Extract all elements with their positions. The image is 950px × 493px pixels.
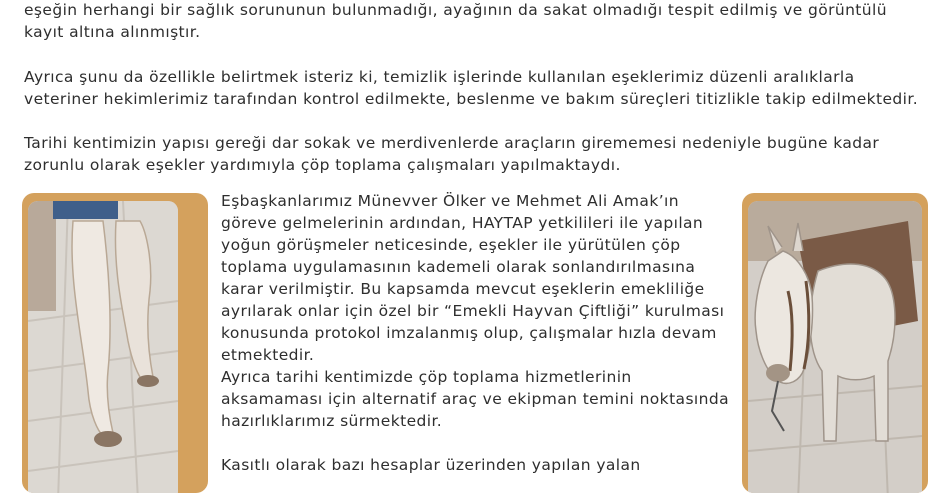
donkey-photo <box>748 201 922 493</box>
paragraph-vet-control: Ayrıca şunu da özellikle belirtmek isteriz ki, temizlik işlerinde kullanılan eşeklerimiz düzenli aralıklarla veteriner hekimlerimiz tarafından kontrol edilmekte, beslenme ve bakım süreçleri titizlikle takip edilmektedir. <box>24 68 919 108</box>
column-protocol-text: Eşbaşkanlarımız Münevver Ölker ve Mehmet Ali Amak’ın göreve gelmelerinin ardından, HAYTAP yetkilileri ile yapılan yoğun görüşmeler neticesinde, eşekler ile yürütülen çöp toplama uygulamasının kademeli olarak sonlandırılmasına karar verilmiştir. Bu kapsamda mevcut eşeklerin emekliliğe ayrılarak onlar için özel bir “Emekli Hayvan Çiftliği” kurulması konusunda protokol imzalanmış olup, çalışmalar hızla devam etmektedir. <box>221 192 725 364</box>
column-equipment-text: Ayrıca tarihi kentimizde çöp toplama hizmetlerinin aksamaması için alternatif araç ve ekipman temini noktasında hazırlıklarımız sürmektedir. <box>221 368 729 430</box>
photo-frame-left <box>22 193 208 493</box>
paragraph-historic-city: Tarihi kentimizin yapısı gereği dar sokak ve merdivenlerde araçların girememesi nedeniyle bugüne kadar zorunlu olarak eşekler yardımıyla çöp toplama çalışmaları yapılmaktaydı. <box>24 134 880 174</box>
donkey-legs-photo <box>28 201 178 493</box>
column-false-claims-text: Kasıtlı olarak bazı hesaplar üzerinden yapılan yalan <box>221 456 641 474</box>
donkey-legs-illustration <box>28 201 178 493</box>
donkey-illustration <box>748 201 922 493</box>
paragraph-health-check: eşeğin herhangi bir sağlık sorununun bulunmadığı, ayağının da sakat olmadığı tespit edilmiş ve görüntülü kayıt altına alınmıştır. <box>24 1 887 41</box>
photo-frame-right <box>742 193 928 493</box>
